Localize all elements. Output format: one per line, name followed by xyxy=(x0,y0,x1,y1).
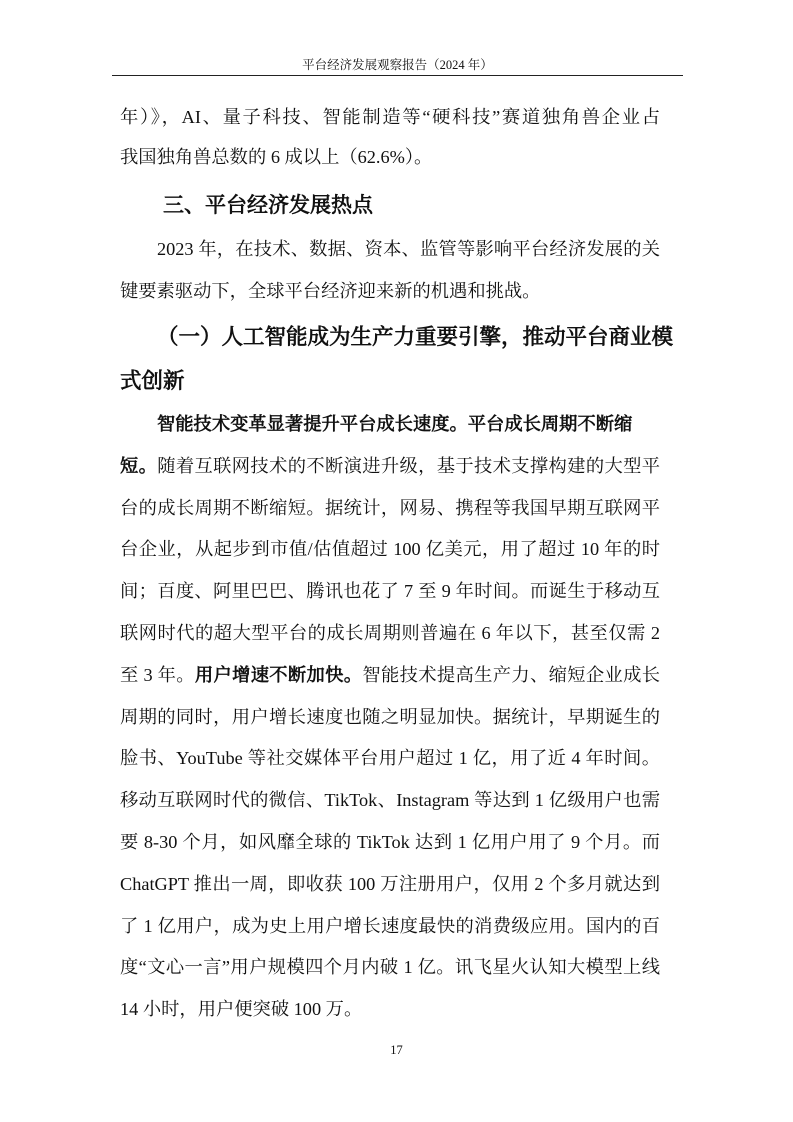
bold-lead-text: 短。 xyxy=(120,455,158,476)
body-paragraph xyxy=(120,404,660,1031)
body-text: 随着互联网技术的不断演进升级，基于技术支撑构建的大型平 xyxy=(157,455,660,476)
body-text: 智能技术提高生产力、缩短企业成长 xyxy=(362,664,661,685)
text-line: 周期的同时，用户增长速度也随之明显加快。据统计，早期诞生的 xyxy=(120,706,660,727)
subsection-heading-line: （一）人工智能成为生产力重要引擎，推动平台商业模 xyxy=(157,324,674,349)
text-line: 台的成长周期不断缩短。据统计，网易、携程等我国早期互联网平 xyxy=(120,497,660,518)
text-line: 间；百度、阿里巴巴、腾讯也花了 7 至 9 年时间。而诞生于移动互 xyxy=(120,581,660,602)
subsection-heading xyxy=(120,314,674,402)
text-line: 键要素驱动下，全球平台经济迎来新的机遇和挑战。 xyxy=(120,280,541,301)
bold-lead-text: 用户增速不断加快。 xyxy=(194,664,363,685)
text-line: 14 小时，用户便突破 100 万。 xyxy=(120,999,363,1020)
page-number: 17 xyxy=(390,1043,403,1057)
text-line: ChatGPT 推出一周，即收获 100 万注册用户，仅用 2 个多月就达到 xyxy=(120,873,660,894)
text-line: 移动互联网时代的微信、TikTok、Instagram 等达到 1 亿级用户也需 xyxy=(120,790,660,811)
text-line: 2023 年，在技术、数据、资本、监管等影响平台经济发展的关 xyxy=(157,239,660,259)
section-heading: 三、平台经济发展热点 xyxy=(163,193,373,217)
page-body xyxy=(120,97,674,1031)
body-text: 至 3 年。 xyxy=(120,664,195,685)
text-line: 年）》，AI、量子科技、智能制造等“硬科技”赛道独角兽企业占 xyxy=(120,107,660,127)
text-line xyxy=(120,446,660,488)
header-rule xyxy=(112,75,683,76)
text-line: 联网时代的超大型平台的成长周期则普遍在 6 年以下，甚至仅需 2 xyxy=(120,622,660,643)
text-line: 了 1 亿用户，成为史上用户增长速度最快的消费级应用。国内的百 xyxy=(120,915,660,936)
text-line: 我国独角兽总数的 6 成以上（62.6%）。 xyxy=(120,147,433,167)
carryover-paragraph xyxy=(120,97,660,177)
text-line xyxy=(120,655,660,697)
intro-paragraph xyxy=(120,229,660,313)
subsection-heading-line: 式创新 xyxy=(120,368,185,393)
bold-lead-text: 智能技术变革显著提升平台成长速度。平台成长周期不断缩 xyxy=(157,413,633,434)
text-line: 台企业，从起步到市值/估值超过 100 亿美元，用了超过 10 年的时 xyxy=(120,539,660,560)
header-title: 平台经济发展观察报告（2024 年） xyxy=(302,58,493,72)
text-line: 脸书、YouTube 等社交媒体平台用户超过 1 亿，用了近 4 年时间。 xyxy=(120,748,660,769)
text-line: 要 8-30 个月，如风靡全球的 TikTok 达到 1 亿用户用了 9 个月。而 xyxy=(120,831,660,852)
running-header xyxy=(112,0,683,77)
text-line: 度“文心一言”用户规模四个月内破 1 亿。讯飞星火认知大模型上线 xyxy=(120,957,660,978)
